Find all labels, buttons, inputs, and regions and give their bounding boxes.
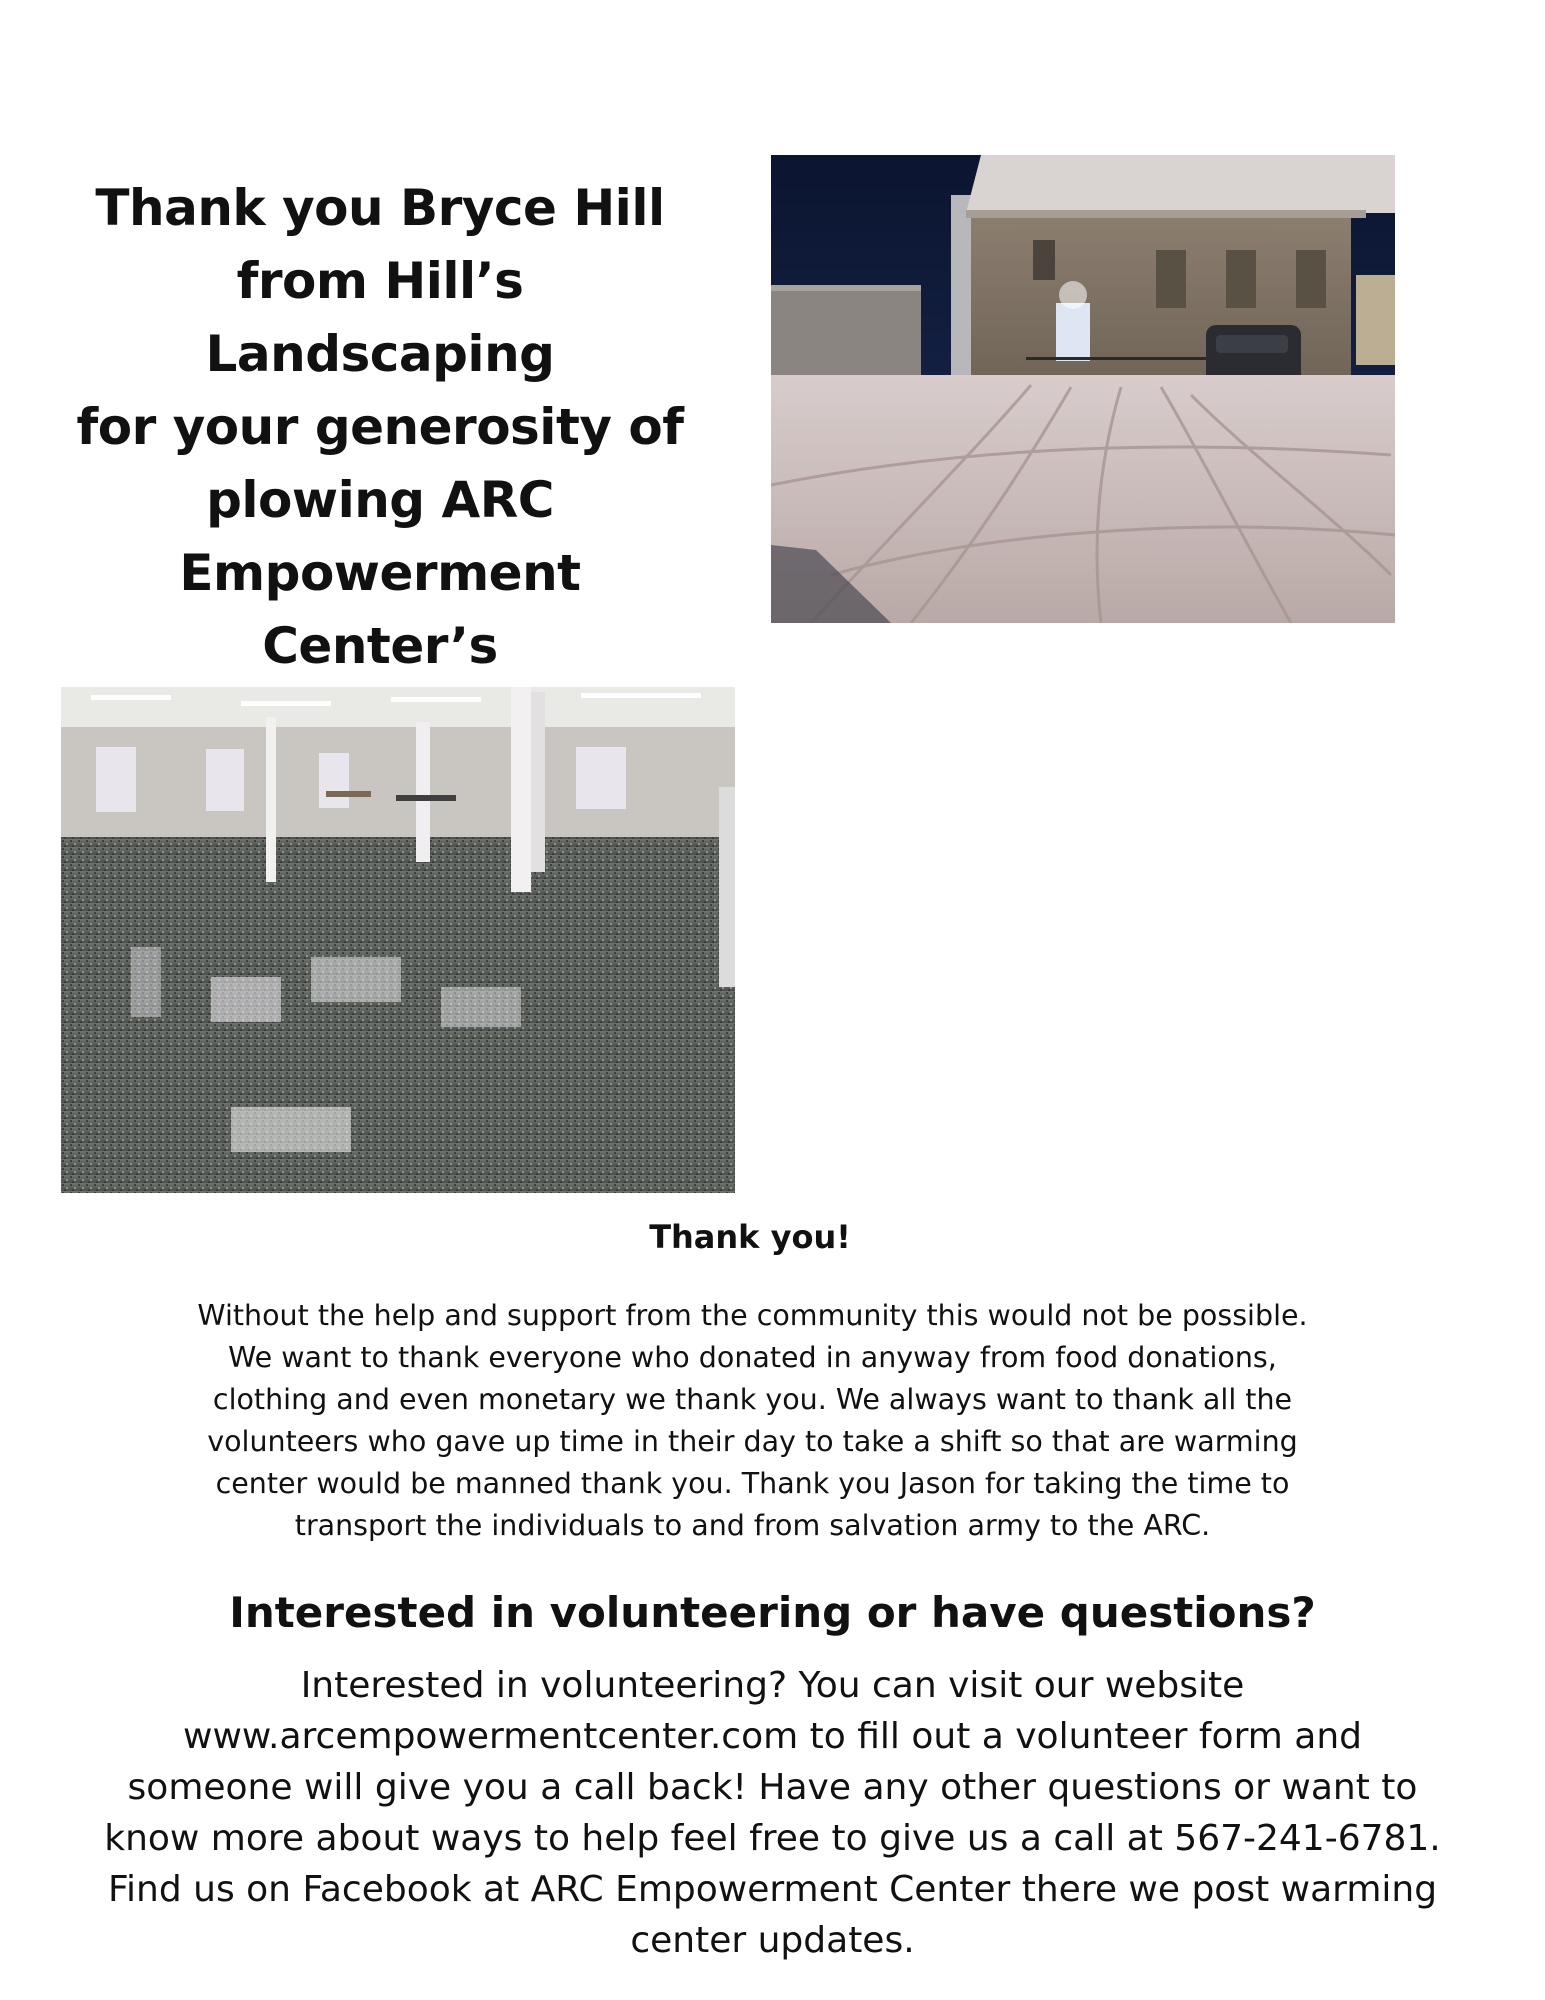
headline: Thank you Bryce Hill from Hill’s Landscaping for your generosity of plowing ARC Empowerment Center’s: [76, 179, 684, 675]
thanks-paragraph: Without the help and support from the community this would not be possible. We want to thank everyone who donated in anyway from food donations, clothing and even monetary we thank you. We always want to thank all the volunteers who gave up time in their day to take a shift so that are warming center would be manned thank you. Thank you Jason for taking the time to transport the individuals to and from salvation army to the ARC.: [197, 1299, 1308, 1542]
volunteer-heading: Interested in volunteering or have questions?: [229, 1588, 1316, 1637]
thanks-heading: Thank you!: [649, 1218, 851, 1256]
volunteer-paragraph: Interested in volunteering? You can visit our website www.arcempowermentcenter.com to fill out a volunteer form and someone will give you a call back! Have any other questions or want to know more about ways to help feel free to give us a call at 567-241-6781. Find us on Facebook at ARC Empowerment Center there we post warming center updates.: [104, 1665, 1441, 1961]
hall-floor-photo: [61, 687, 735, 1193]
parking-lot-photo: [771, 155, 1395, 623]
